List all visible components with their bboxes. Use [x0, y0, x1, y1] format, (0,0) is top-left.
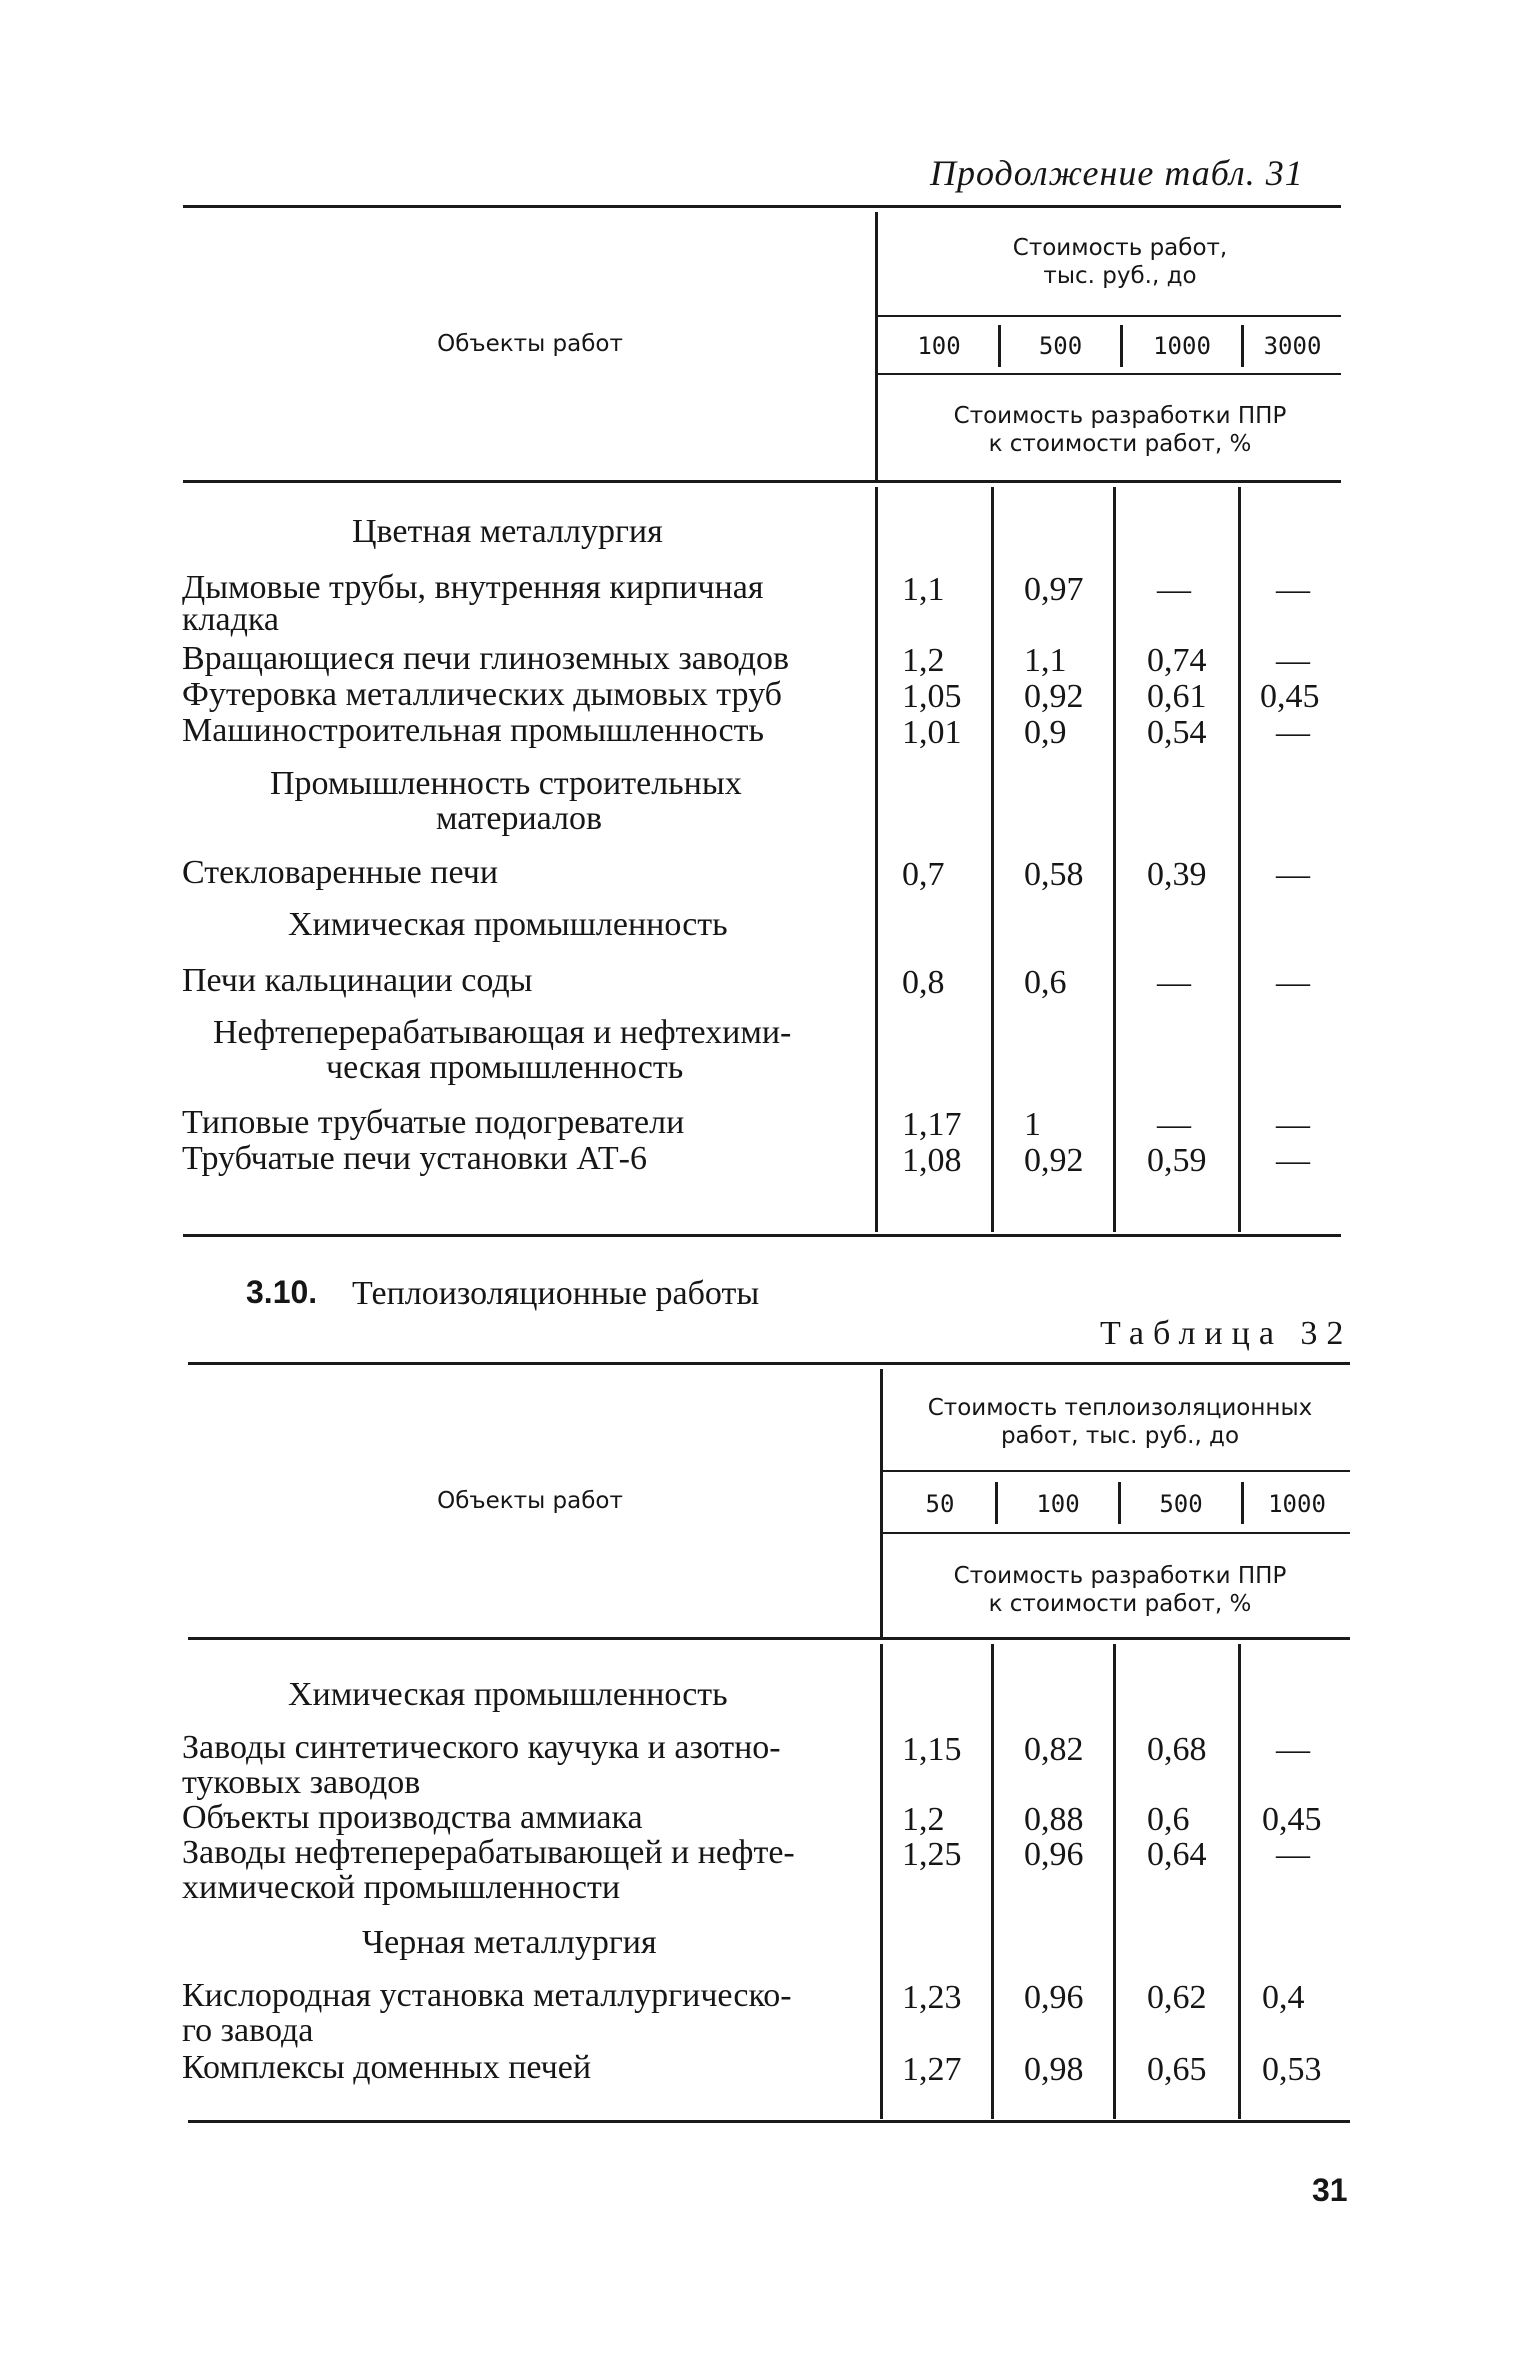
cost-header-line1: Стоимость теплоизоляционных [927, 1395, 1313, 1421]
cell-value: 0,82 [1024, 1731, 1084, 1768]
cell-value: — [1276, 964, 1310, 1001]
cell-value: — [1157, 964, 1191, 1001]
cell-value: 0,53 [1262, 2051, 1322, 2088]
body-col-divider [1238, 1644, 1241, 2119]
section-title: Нефтеперерабатывающая и нефтехими- [213, 1014, 792, 1051]
cell-value: 0,39 [1147, 856, 1207, 893]
section-title: ческая промышленность [326, 1049, 684, 1086]
cell-value: 0,4 [1262, 1979, 1305, 2016]
table-bottom-rule [188, 2120, 1350, 2123]
row-name: Кислородная установка металлургическо- [182, 1977, 792, 2014]
section-title: материалов [436, 800, 603, 837]
cell-value: 0,98 [1024, 2051, 1084, 2088]
cell-value: — [1276, 1836, 1310, 1873]
row-name: Машиностроительная промышленность [182, 712, 764, 749]
cell-value: 1,08 [902, 1142, 962, 1179]
cell-value: 0,54 [1147, 714, 1207, 751]
row-name: химической промышленности [182, 1869, 621, 1906]
header-vertical-divider [875, 212, 878, 480]
section-heading-title: Теплоизоляционные работы [352, 1275, 760, 1312]
cost-column-header: 500 [1038, 332, 1083, 360]
cell-value: 0,74 [1147, 642, 1207, 679]
row-name: кладка [182, 601, 279, 638]
body-col-divider [875, 487, 878, 1232]
cost-column-header: 500 [1159, 1490, 1203, 1518]
cost-header-line2: тыс. руб., до [1043, 263, 1197, 289]
cell-value: 0,92 [1024, 678, 1084, 715]
cell-value: — [1157, 571, 1191, 608]
row-name: Вращающиеся печи глиноземных заводов [182, 640, 790, 677]
cell-value: — [1276, 1731, 1310, 1768]
section-title: Химическая промышленность [288, 1676, 728, 1713]
table-bottom-rule [183, 1234, 1341, 1237]
cell-value: — [1276, 1106, 1310, 1143]
cell-value: — [1276, 1142, 1310, 1179]
cell-value: 1,2 [902, 642, 945, 679]
table-top-rule [183, 205, 1341, 208]
cell-value: 0,59 [1147, 1142, 1207, 1179]
row-name: Заводы нефтеперерабатывающей и нефте- [182, 1834, 795, 1871]
ratio-header-line2: к стоимости работ, % [988, 431, 1252, 457]
cell-value: — [1276, 856, 1310, 893]
cost-column-header: 100 [917, 332, 961, 360]
body-col-divider [880, 1644, 883, 2119]
cell-value: 0,88 [1024, 1801, 1084, 1838]
cell-value: 1,1 [902, 571, 945, 608]
objects-column-header: Объекты работ [437, 331, 623, 357]
cell-value: 0,45 [1262, 1801, 1322, 1838]
cost-column-header: 100 [1036, 1490, 1080, 1518]
cell-value: — [1157, 1106, 1191, 1143]
objects-column-header: Объекты работ [437, 1488, 623, 1514]
cell-value: — [1276, 571, 1310, 608]
cell-value: 1,15 [902, 1731, 962, 1768]
table-32-caption: Таблица 32 [1100, 1315, 1353, 1352]
cost-header-line1: Стоимость работ, [1012, 235, 1228, 261]
continuation-caption: Продолжение табл. 31 [930, 153, 1304, 193]
ratio-header-line1: Стоимость разработки ППР [953, 403, 1287, 429]
header-bottom-rule [183, 480, 1341, 483]
cell-value: 1,27 [902, 2051, 962, 2088]
cell-value: 0,62 [1147, 1979, 1207, 2016]
header-rule [883, 1532, 1350, 1534]
header-rule [883, 1470, 1350, 1472]
cost-header-line2: работ, тыс. руб., до [1000, 1423, 1240, 1449]
row-name: Дымовые трубы, внутренняя кирпичная [182, 569, 764, 606]
cell-value: — [1276, 642, 1310, 679]
ratio-header-line1: Стоимость разработки ППР [953, 1563, 1287, 1589]
cell-value: 0,6 [1147, 1801, 1190, 1838]
row-name: Печи кальцинации соды [182, 962, 533, 999]
row-name: Заводы синтетического каучука и азотно- [182, 1729, 781, 1766]
section-title: Химическая промышленность [288, 906, 728, 943]
table-top-rule [188, 1362, 1350, 1365]
cell-value: 1,01 [902, 714, 962, 751]
cell-value: 0,96 [1024, 1836, 1084, 1873]
row-name: Типовые трубчатые подогреватели [182, 1104, 685, 1141]
cell-value: 1,05 [902, 678, 962, 715]
cell-value: 0,9 [1024, 714, 1067, 751]
body-col-divider [1113, 1644, 1116, 2119]
ratio-header-line2: к стоимости работ, % [988, 1591, 1252, 1617]
cell-value: 0,97 [1024, 571, 1084, 608]
cell-value: 1,25 [902, 1836, 962, 1873]
cell-value: 0,6 [1024, 964, 1067, 1001]
cost-column-header: 1000 [1268, 1490, 1326, 1518]
cell-value: 0,8 [902, 964, 945, 1001]
section-title: Цветная металлургия [352, 513, 663, 550]
cost-column-header: 50 [925, 1490, 955, 1518]
cell-value: — [1276, 714, 1310, 751]
header-vertical-divider [880, 1369, 883, 1637]
cell-value: 0,7 [902, 856, 945, 893]
header-bottom-rule [188, 1637, 1350, 1640]
row-name: Футеровка металлических дымовых труб [182, 676, 782, 713]
row-name: Трубчатые печи установки АТ-6 [182, 1140, 647, 1177]
cell-value: 0,58 [1024, 856, 1084, 893]
cell-value: 0,64 [1147, 1836, 1207, 1873]
row-name: туковых заводов [182, 1764, 421, 1801]
cost-column-header: 3000 [1263, 332, 1322, 360]
cost-column-header: 1000 [1153, 332, 1211, 360]
row-name: Комплексы доменных печей [182, 2049, 592, 2086]
header-rule [878, 315, 1341, 317]
cell-value: 1,17 [902, 1106, 962, 1143]
body-col-divider [1238, 487, 1241, 1232]
header-rule [878, 373, 1341, 375]
cell-value: 0,45 [1260, 678, 1320, 715]
cell-value: 0,65 [1147, 2051, 1207, 2088]
cell-value: 1,2 [902, 1801, 945, 1838]
section-number: 3.10. [246, 1274, 318, 1310]
row-name: Стекловаренные печи [182, 854, 499, 891]
body-col-divider [991, 1644, 994, 2119]
cell-value: 1,1 [1024, 642, 1067, 679]
row-name: го завода [182, 2012, 314, 2049]
cell-value: 1,23 [902, 1979, 962, 2016]
cell-value: 0,68 [1147, 1731, 1207, 1768]
cell-value: 1 [1024, 1106, 1041, 1143]
row-name: Объекты производства аммиака [182, 1799, 643, 1836]
body-col-divider [991, 487, 994, 1232]
cell-value: 0,61 [1147, 678, 1207, 715]
section-title: Промышленность строительных [270, 765, 742, 802]
page-number: 31 [1312, 2172, 1348, 2208]
body-col-divider [1113, 487, 1116, 1232]
cell-value: 0,92 [1024, 1142, 1084, 1179]
cell-value: 0,96 [1024, 1979, 1084, 2016]
section-title: Черная металлургия [362, 1924, 657, 1961]
